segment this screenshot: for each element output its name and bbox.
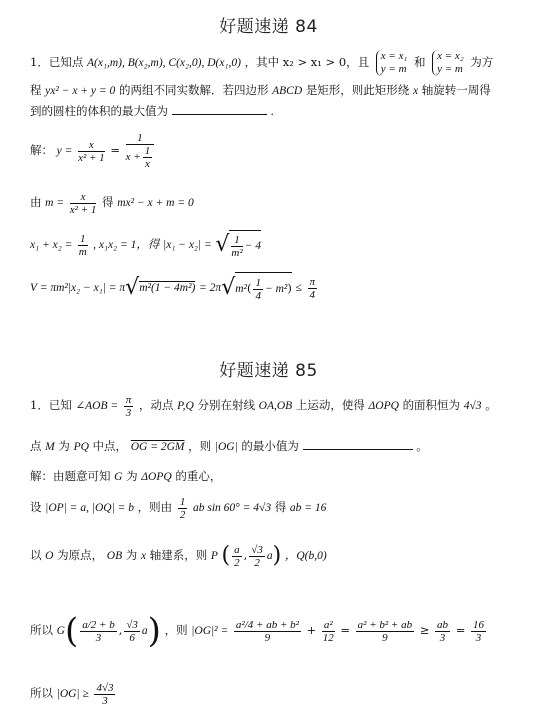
math: |OG| [214,441,238,453]
math: + [306,623,317,637]
fraction [435,619,450,644]
denominator: 4 [255,289,261,302]
sqrt-body: m²(1 − 4m²) [139,282,196,294]
math: − m² [264,283,288,295]
math: m² [235,283,247,295]
denominator: 6 [129,631,135,644]
fraction [471,619,486,644]
math: = 2π [199,282,222,294]
text: 的面积恒为 [402,398,461,412]
text: 上运动，使得 [295,398,365,412]
numerator: 4√3 [96,681,114,694]
text: 轴建系，则 [149,548,208,562]
numerator: a² [323,618,333,631]
text: 点 [30,439,42,453]
math: ∠AOB = [75,400,119,412]
math-vector: OG = 2GM [130,441,185,453]
numerator: a²/4 + ab + b² [235,618,299,631]
math: OA,OB [258,400,293,412]
math: M [45,441,55,453]
numerator: 1 [80,232,86,245]
text: 为方 [470,55,494,69]
math: |OG|² = [191,625,229,637]
math: = [455,623,466,637]
fraction [234,619,301,644]
math: x + [125,151,141,164]
text: 解：由题意可知 [30,469,111,483]
text: ，动点 [138,398,174,412]
paren: ( [64,611,79,651]
fraction [249,544,265,569]
p84-question-line2 [30,82,519,99]
p84-solution-line4 [30,272,519,304]
fraction [124,394,134,419]
equation-system-1 [376,50,408,76]
text: 设 [30,500,42,514]
denominator: 4 [309,288,315,301]
fraction [178,496,188,521]
math: x [140,550,147,562]
math: OB [106,550,123,562]
text: 程 [30,83,42,97]
text: 得 [274,500,287,514]
math: ≥ [419,623,430,637]
text: 为原点， [57,548,104,562]
math: = [110,143,120,157]
sys-row: y = m [380,63,407,75]
sys-row: x = x₂ [437,50,464,62]
denominator: 2 [254,556,260,569]
text: 的两组不同实数解．若四边形 [118,83,269,97]
numerator: √3 [251,543,263,556]
p84-question-line3 [30,103,519,119]
fraction [322,619,335,644]
math-abcd: ABCD [272,85,303,97]
math: O [45,550,54,562]
numerator: a [234,543,240,556]
problem-85-title: 好题速递 85 [219,361,318,381]
sys-row: y = m [437,63,463,75]
denominator: 12 [322,631,334,644]
math-points: A(x₁,m), B(x₂,m), C(x₂,0), D(x₁,0) [86,57,241,69]
text: ，则由 [137,500,173,514]
fraction [356,619,414,644]
fraction [78,233,88,258]
math: V = πm²|x₂ − x₁| = π [30,282,126,294]
math-equation: yx² − x + y = 0 [45,85,116,97]
denominator: 2 [179,508,186,521]
denominator: 3 [102,694,108,707]
denominator: 9 [264,631,271,644]
math: ，Q(b,0) [284,550,327,562]
p84-solution-line3 [30,230,519,260]
numerator: x [78,139,105,152]
denominator: x [144,158,150,170]
text: 到的圆柱的体积的最大值为 [30,104,168,118]
denominator: m² [231,246,243,259]
math: |x₁ − x₂| = [163,239,212,251]
solution-label: 解： [30,143,53,157]
text: 是矩形，则此矩形绕 [305,83,410,97]
text: ，其中 x₂ > x₁ > 0，且 [244,55,370,69]
answer-blank [303,439,413,450]
math: ≤ [295,282,302,294]
math: ΔOPQ [141,471,172,483]
answer-blank [172,104,267,115]
text: 为 [126,469,138,483]
paren: ) [147,611,161,651]
math: P,Q [177,400,194,412]
numerator: π [309,275,316,288]
math: ab sin 60° = 4√3 [192,502,272,514]
p85-solution-line1 [30,468,519,485]
text: 由 [30,195,42,209]
text: 1．已知 [30,398,72,412]
fraction [143,145,153,170]
numerator: 1 [126,132,155,145]
text: 中点， [92,439,128,453]
math: mx² − x + m = 0 [117,197,194,209]
fraction [80,619,116,644]
text: 所以 [30,623,53,637]
p85-question-line1 [30,393,519,419]
denominator: m [78,245,87,258]
p84-solution-line2 [30,188,519,217]
fraction [70,191,97,216]
denominator: 3 [95,631,102,644]
sqrt-body: m²( $\frac{1}{4}$ − m²) [235,272,292,304]
p84-solution-line1 [30,132,519,170]
fraction [78,139,105,164]
numerator: ab [437,618,449,631]
text: 的最小值为 [241,439,299,453]
denominator: 9 [382,631,388,644]
math: 4√3 [463,400,482,412]
denominator: 3 [125,406,132,419]
fraction [124,619,140,644]
text: 的重心， [175,469,222,483]
text: 。 [416,439,428,453]
numerator: x [70,191,97,204]
p85-solution-line4: 所以 G( $\frac{a/2 + b}{3}$ , $\frac{√3}{6}$ a) ，则 |OG|² = $\frac{\text{a²/4 + ab + b²}}{9}$ + $\frac{\text{a²}}{12}$ = $\frac{\text{a² + b² + ab}}{9}$ ≥ $\frac{ab}{3}$ = $\frac{16}{3}$ [30,611,484,651]
math: x₁ + x₂ = [30,239,73,251]
numerator: 16 [473,618,484,631]
numerator: π [125,393,132,406]
fraction [126,132,155,170]
text: ，则 [188,439,212,453]
math: |OP| = a, |OQ| = b [45,502,135,514]
math: ab = 16 [289,502,327,514]
denominator: 3 [439,631,446,644]
numerator: a/2 + b [82,618,115,631]
text: 。 [485,398,497,412]
math: y = [56,145,73,157]
fraction [231,234,242,259]
text: 1．已知点 [30,55,84,69]
math: a [141,625,148,637]
text: 轴旋转一周得 [421,83,491,97]
text: 分别在射线 [197,398,255,412]
math: PQ [73,441,89,453]
denominator [126,145,155,170]
math: G [114,471,123,483]
paren: ) [272,543,282,568]
text: 为 [58,439,70,453]
numerator: 1 [144,145,151,157]
equation-system-2 [432,50,464,76]
math: ΔOPQ [368,400,399,412]
fraction [232,544,242,569]
denominator: 2 [234,556,240,569]
math: − 4 [244,240,262,252]
p85-solution-line3: 以 O 为原点， OB 为 x 轴建系，则 P ( $\frac{a}{2}$ , $\frac{√3}{2}$ a) ，Q(b,0) [30,543,327,569]
math: a [266,550,273,562]
p85-solution-line5 [30,678,519,709]
math: = [340,623,350,637]
text: 得 [102,195,114,209]
text: 所以 [30,686,53,700]
text: 和 [413,55,426,69]
p85-question-line2 [30,438,519,455]
numerator: 1 [179,495,186,508]
numerator: 1 [255,276,261,289]
text: 以 [30,548,42,562]
paren: ( [221,543,231,568]
p85-solution-line2 [30,494,519,521]
denominator: x² + 1 [69,203,97,216]
math: |OG| ≥ [56,688,89,700]
sqrt-body [229,230,261,260]
fraction [308,276,318,301]
text: 为 [125,548,138,562]
numerator: 1 [231,234,242,247]
p84-question-line1 [30,50,519,76]
sqrt-sign: √ [215,232,230,257]
denominator: x² + 1 [78,151,105,164]
sys-row: x = x₁ [380,50,408,62]
problem-84-title: 好题速递 84 [219,17,318,37]
denominator: 3 [475,631,482,644]
fraction [253,277,263,302]
math-x: x [412,85,419,97]
numerator: a² + b² + ab [357,618,413,631]
math: G [56,625,65,637]
text: . [270,104,274,118]
numerator: √3 [126,618,138,631]
sqrt-sign: √ [125,275,140,300]
math: P [210,550,218,562]
text: ，则 [164,623,188,637]
math: , x₁x₂ = 1，得 [93,239,160,251]
math: m = [45,197,65,209]
sqrt-sign: √ [221,275,236,300]
fraction [94,682,115,707]
